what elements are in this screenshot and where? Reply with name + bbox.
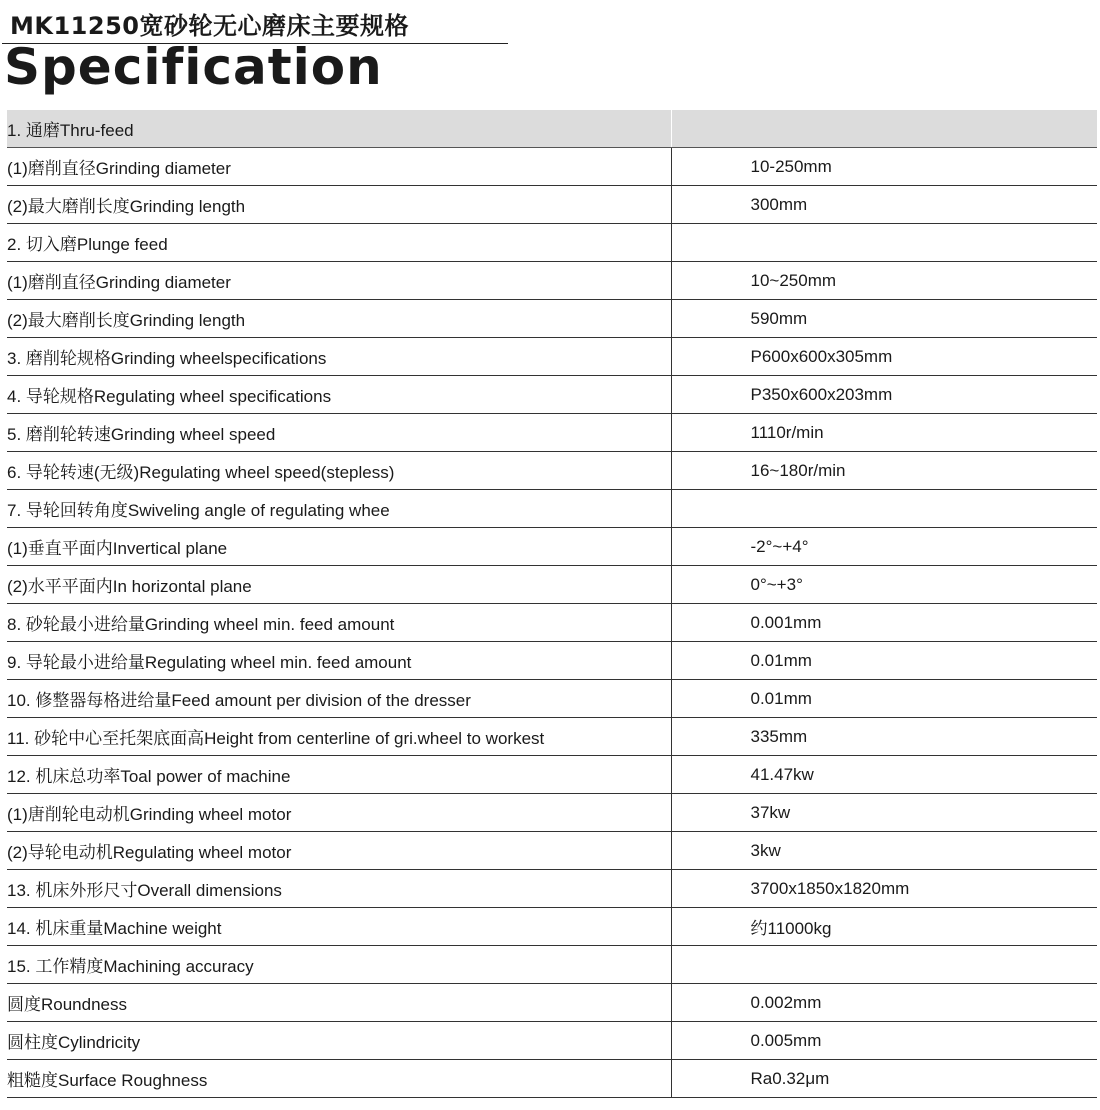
spec-label: (1)磨削直径Grinding diameter [7, 262, 671, 300]
table-row [7, 224, 1097, 262]
document-header [0, 0, 1100, 110]
spec-value: 335mm [671, 718, 1097, 756]
spec-value: 0.01mm [671, 680, 1097, 718]
table-row [7, 148, 1097, 186]
spec-label: (1)磨削直径Grinding diameter [7, 148, 671, 186]
specification-table [7, 110, 1097, 1098]
spec-value: 10-250mm [671, 148, 1097, 186]
spec-value: 0.01mm [671, 642, 1097, 680]
table-row [7, 680, 1097, 718]
spec-value: 300mm [671, 186, 1097, 224]
spec-label: (2)水平平面内In horizontal plane [7, 566, 671, 604]
spec-label: 粗糙度Surface Roughness [7, 1060, 671, 1098]
spec-value: 3700x1850x1820mm [671, 870, 1097, 908]
spec-label: 11. 砂轮中心至托架底面高Height from centerline of gri.wheel to workest [7, 718, 671, 756]
table-row [7, 490, 1097, 528]
table-row [7, 376, 1097, 414]
table-row [7, 718, 1097, 756]
spec-value [671, 946, 1097, 984]
spec-label: 12. 机床总功率Toal power of machine [7, 756, 671, 794]
table-row [7, 604, 1097, 642]
spec-label: 9. 导轮最小进给量Regulating wheel min. feed amount [7, 642, 671, 680]
spec-label: (1)唐削轮电动机Grinding wheel motor [7, 794, 671, 832]
spec-value: 0.005mm [671, 1022, 1097, 1060]
spec-value [671, 110, 1097, 148]
spec-value [671, 490, 1097, 528]
spec-label: (1)垂直平面内Invertical plane [7, 528, 671, 566]
spec-value: 1110r/min [671, 414, 1097, 452]
table-row [7, 338, 1097, 376]
table-row [7, 946, 1097, 984]
table-row [7, 832, 1097, 870]
spec-value: -2°~+4° [671, 528, 1097, 566]
spec-label: 1. 通磨Thru-feed [7, 110, 671, 148]
spec-label: (2)导轮电动机Regulating wheel motor [7, 832, 671, 870]
spec-value: 590mm [671, 300, 1097, 338]
table-row [7, 262, 1097, 300]
table-row [7, 870, 1097, 908]
spec-label: 圆度Roundness [7, 984, 671, 1022]
table-row [7, 794, 1097, 832]
spec-value: 0.001mm [671, 604, 1097, 642]
spec-label: 15. 工作精度Machining accuracy [7, 946, 671, 984]
spec-value: 3kw [671, 832, 1097, 870]
table-row [7, 984, 1097, 1022]
spec-value: 10~250mm [671, 262, 1097, 300]
table-row [7, 452, 1097, 490]
spec-label: 13. 机床外形尺寸Overall dimensions [7, 870, 671, 908]
table-row [7, 528, 1097, 566]
spec-label: 6. 导轮转速(无级)Regulating wheel speed(stepless) [7, 452, 671, 490]
table-row [7, 300, 1097, 338]
table-row [7, 110, 1097, 148]
table-row [7, 756, 1097, 794]
spec-value: 37kw [671, 794, 1097, 832]
page-title: Specification [4, 38, 383, 96]
spec-label: 5. 磨削轮转速Grinding wheel speed [7, 414, 671, 452]
spec-label: 10. 修整器每格进给量Feed amount per division of the dresser [7, 680, 671, 718]
table-row [7, 414, 1097, 452]
spec-value: 0.002mm [671, 984, 1097, 1022]
spec-label: 4. 导轮规格Regulating wheel specifications [7, 376, 671, 414]
spec-label: 2. 切入磨Plunge feed [7, 224, 671, 262]
table-row [7, 566, 1097, 604]
spec-label: (2)最大磨削长度Grinding length [7, 300, 671, 338]
spec-label: 14. 机床重量Machine weight [7, 908, 671, 946]
table-row [7, 1060, 1097, 1098]
spec-label: 8. 砂轮最小进给量Grinding wheel min. feed amount [7, 604, 671, 642]
spec-value: 约11000kg [671, 908, 1097, 946]
spec-value: P600x600x305mm [671, 338, 1097, 376]
table-row [7, 642, 1097, 680]
spec-value [671, 224, 1097, 262]
spec-value: Ra0.32μm [671, 1060, 1097, 1098]
spec-value: 0°~+3° [671, 566, 1097, 604]
spec-label: 7. 导轮回转角度Swiveling angle of regulating whee [7, 490, 671, 528]
spec-label: (2)最大磨削长度Grinding length [7, 186, 671, 224]
spec-value: 16~180r/min [671, 452, 1097, 490]
model-title: MK11250宽砂轮无心磨床主要规格 [10, 12, 409, 40]
spec-value: 41.47kw [671, 756, 1097, 794]
spec-label: 3. 磨削轮规格Grinding wheelspecifications [7, 338, 671, 376]
spec-label: 圆柱度Cylindricity [7, 1022, 671, 1060]
table-row [7, 908, 1097, 946]
spec-value: P350x600x203mm [671, 376, 1097, 414]
table-row [7, 186, 1097, 224]
table-row [7, 1022, 1097, 1060]
